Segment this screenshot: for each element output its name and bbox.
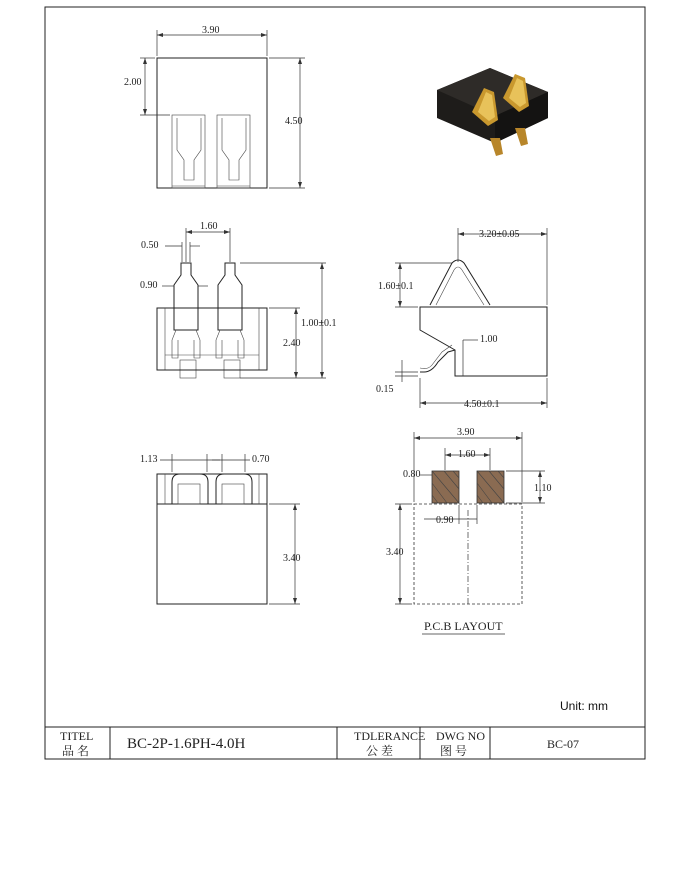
side-dim-length-top: 3.20±0.05 [479, 229, 520, 240]
top-dim-width: 3.90 [202, 25, 220, 36]
side-view [376, 228, 547, 410]
back-view [140, 454, 301, 604]
back-dim-height: 3.40 [283, 553, 301, 564]
side-dim-length-bottom: 4.50±0.1 [464, 399, 500, 410]
front-dim-tip-width: 0.50 [141, 240, 159, 251]
title-block [45, 727, 645, 759]
front-dim-contact-width: 0.90 [140, 280, 158, 291]
pcb-dim-gap: 0.90 [436, 515, 454, 526]
front-dim-travel: 1.00±0.1 [301, 318, 337, 329]
side-dim-tail: 1.00 [480, 334, 498, 345]
side-dim-tail-thickness: 0.15 [376, 384, 394, 395]
tolerance-label-cn: 公 差 [366, 744, 394, 758]
pcb-dim-pitch: 1.60 [458, 449, 476, 460]
unit-note: Unit: mm [560, 699, 608, 713]
titel-label: TITEL [60, 729, 94, 743]
front-dim-pitch: 1.60 [200, 221, 218, 232]
back-dim-right: 0.70 [252, 454, 270, 465]
pcb-layout [386, 427, 552, 634]
part-name: BC-2P-1.6PH-4.0H [127, 736, 246, 752]
side-dim-spring-height: 1.60±0.1 [378, 281, 414, 292]
top-dim-upper: 2.00 [124, 77, 142, 88]
back-dim-left: 1.13 [140, 454, 158, 465]
dwg-no-value: BC-07 [547, 737, 580, 751]
front-dim-body-height: 2.40 [283, 338, 301, 349]
pcb-dim-pad-h: 1.10 [534, 483, 552, 494]
dwg-no-label-cn: 图 号 [440, 744, 468, 758]
sheet-border [45, 7, 645, 759]
tolerance-label: TDLERANCE [354, 729, 426, 743]
front-view [140, 221, 337, 378]
pcb-dim-height: 3.40 [386, 547, 404, 558]
top-dim-height: 4.50 [285, 116, 303, 127]
top-view [124, 25, 305, 188]
dwg-no-label: DWG NO [436, 729, 485, 743]
titel-label-cn: 品 名 [62, 744, 90, 758]
pcb-dim-width: 3.90 [457, 427, 475, 438]
pcb-layout-label: P.C.B LAYOUT [424, 619, 503, 633]
product-photo [437, 68, 548, 156]
pcb-dim-pad-w: 0.80 [403, 469, 421, 480]
